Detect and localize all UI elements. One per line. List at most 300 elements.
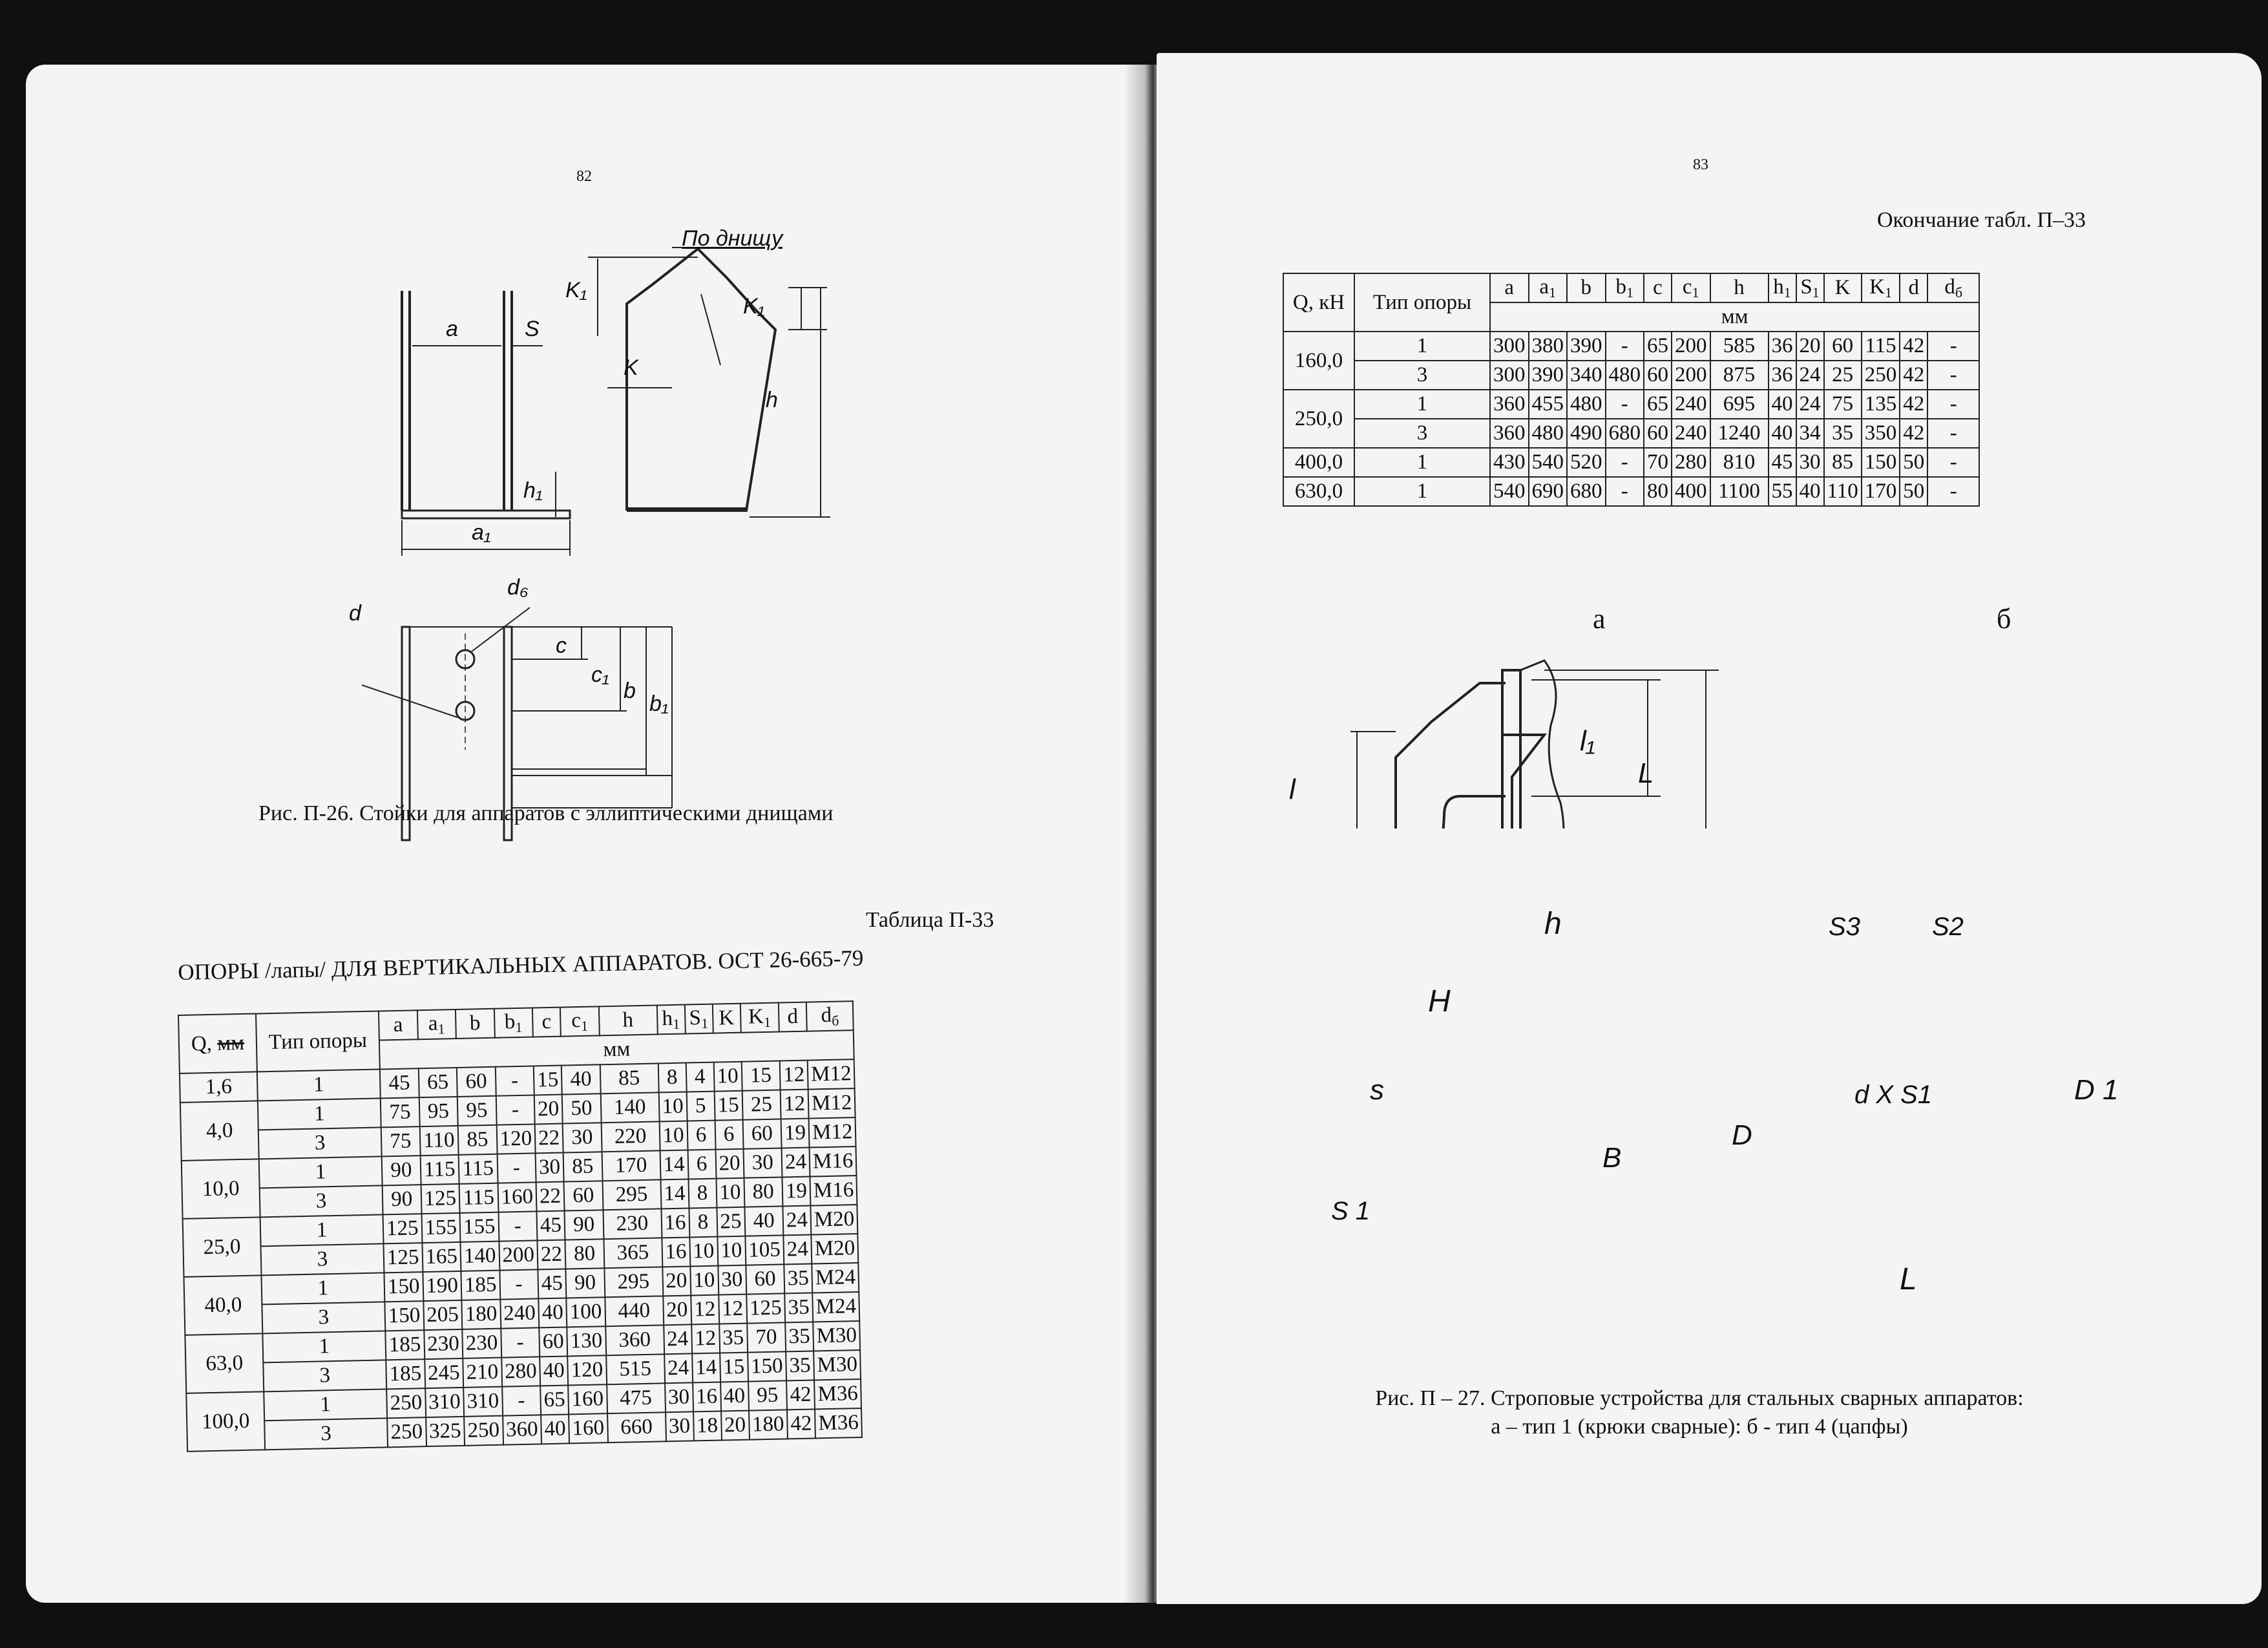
cell-value: 8 [688,1179,717,1209]
table-label-right: Окончание табл. П–33 [1877,208,2086,232]
cell-value: 240 [500,1298,539,1328]
cell-value: 40 [720,1382,749,1411]
cell-value: M36 [815,1408,862,1439]
unit-row: мм [1490,302,1979,332]
cell-value: M16 [810,1146,857,1177]
fig26-label-a: a [446,317,458,341]
col-header-base: b [504,1009,516,1033]
cell-value: - [499,1269,538,1299]
cell-value: 120 [567,1355,606,1385]
cell-value: 350 [1862,419,1900,448]
col-header-base: h [622,1008,634,1032]
cell-value: 42 [786,1380,815,1410]
col-header-sub: 1 [1812,284,1820,301]
cell-value: - [502,1386,541,1415]
col-header-base: b [1615,275,1626,299]
cell-value: 125 [421,1184,459,1214]
cell-value: 20 [721,1411,750,1441]
cell-value: 22 [536,1182,565,1212]
col-header-sub: б [831,1012,839,1029]
fig27-label-l1: l₁ [1580,725,1595,757]
cell-value: 70 [747,1322,786,1352]
cell-value: 4 [686,1062,714,1092]
cell-value: M20 [811,1234,858,1264]
cell-value: 42 [1900,332,1927,361]
col-header-base: a [1539,275,1549,299]
fig27-label-h: h [1544,907,1562,941]
cell-value: 24 [664,1353,693,1383]
cell-q: 1,6 [180,1072,258,1103]
cell-value: 20 [663,1295,691,1325]
cell-value: - [496,1095,534,1125]
col-header-base: c [541,1009,552,1034]
col-header-sub: б [1955,284,1963,301]
cell-value: 35 [786,1351,814,1381]
cell-value: 45 [380,1068,419,1098]
cell-value: 340 [1567,361,1606,390]
cell-q: 630,0 [1283,477,1354,506]
col-header-type: Тип опоры [1354,273,1490,332]
cell-value: 250 [464,1416,503,1446]
cell-q: 160,0 [1283,332,1354,390]
cell-type: 3 [1354,419,1490,448]
cell-value: - [1606,390,1644,419]
table-title-left: ОПОРЫ /лапы/ ДЛЯ ВЕРТИКАЛЬНЫХ АППАРАТОВ. ОСТ 26-665-79 [178,945,864,985]
cell-value: M30 [813,1321,860,1351]
cell-value: 24 [1796,390,1824,419]
cell-value: 20 [1796,332,1824,361]
cell-value: 15 [714,1091,742,1121]
cell-value: 6 [688,1150,716,1179]
cell-type: 1 [1354,390,1490,419]
col-header-base: c [1653,276,1663,299]
cell-value: M12 [808,1059,855,1090]
col-header-base: d [787,1004,799,1029]
cell-value: 310 [425,1388,464,1417]
cell-value: 5 [686,1092,715,1121]
cell-type: 1 [260,1214,384,1246]
col-header-sub: 1 [580,1017,589,1034]
figure-27-caption-line1: Рис. П – 27. Строповые устройства для стальных сварных аппаратов: [1375,1386,2024,1410]
fig26-label-c1: c₁ [591,662,609,687]
page-number-right: 83 [1693,156,1708,173]
cell-value: 185 [385,1330,424,1360]
cell-value: 430 [1490,448,1529,477]
cell-value: 160 [568,1384,607,1414]
fig27-label-B: B [1602,1142,1622,1174]
cell-value: 230 [603,1209,662,1239]
cell-value: 10 [690,1266,719,1296]
col-header-base: b [469,1011,481,1035]
fig26-label-d: d [349,601,361,626]
cell-value: 365 [604,1238,662,1268]
fig27-label-D1: D 1 [2074,1074,2119,1106]
fig27-label-L-b: L [1900,1262,1917,1296]
fig27-label-D: D [1732,1119,1752,1151]
cell-value: 160 [569,1413,607,1443]
cell-value: 875 [1710,361,1769,390]
cell-type: 1 [257,1069,381,1101]
cell-q: 400,0 [1283,448,1354,477]
cell-value: 85 [458,1125,497,1155]
col-header-base: c [1682,275,1692,299]
cell-value: 95 [419,1097,457,1126]
cell-value: 65 [540,1385,569,1415]
cell-value: 160 [498,1182,536,1212]
cell-value: 45 [538,1269,566,1299]
cell-type: 1 [1354,477,1490,506]
cell-value: 170 [602,1150,660,1181]
cell-value: 14 [692,1353,720,1383]
cell-q: 40,0 [184,1275,263,1335]
cell-value: 360 [605,1325,664,1355]
cell-value: 45 [536,1211,565,1241]
col-header-sub: 1 [1692,284,1699,301]
fig26-label-s: S [525,317,540,341]
col-header-base: S [1800,275,1812,299]
cell-value: 105 [745,1235,784,1265]
cell-value: 6 [715,1120,743,1150]
figure-26-caption: Рис. П-26. Стойки для аппаратов с эллиптическими днищами [258,801,834,825]
fig26-label-k1-right: K₁ [743,294,765,319]
col-header-q: Q, кН [1283,273,1354,332]
col-header-sub: 1 [700,1015,709,1031]
cell-value: 40 [744,1206,783,1236]
cell-type: 1 [258,1098,381,1130]
cell-type: 1 [259,1156,383,1188]
cell-value: 16 [662,1237,690,1267]
fig26-label-d6: d₆ [507,575,529,600]
cell-value: 200 [499,1240,538,1270]
cell-type: 1 [261,1273,384,1304]
col-header [598,1005,657,1035]
fig27-label-b: б [1997,603,2011,635]
cell-value: 10 [717,1236,746,1266]
cell-value: 125 [383,1243,422,1273]
col-header [532,1008,561,1037]
cell-value: 180 [749,1410,788,1439]
cell-value: 12 [780,1061,808,1090]
fig27-label-s1: S 1 [1331,1197,1370,1225]
cell-value: 19 [782,1177,810,1207]
page-number-left: 82 [576,168,592,185]
cell-value: 60 [1644,419,1672,448]
cell-value: 240 [1672,419,1710,448]
cell-value: M16 [810,1176,857,1206]
cell-value: 30 [718,1265,746,1295]
col-header-base: c [571,1008,582,1032]
cell-value: 245 [425,1358,463,1388]
cell-value: 90 [383,1185,421,1214]
col-header-base: a [1504,276,1515,299]
cell-value: 115 [1862,332,1900,361]
cell-value: 35 [719,1324,748,1353]
cell-value: 150 [384,1301,423,1331]
cell-value: 16 [693,1382,721,1412]
figure-26-drawing [26,65,1150,853]
cell-value: 80 [1644,477,1672,506]
cell-type: 3 [263,1360,386,1391]
cell-value: 50 [1900,448,1927,477]
cell-value: 16 [661,1209,689,1238]
cell-value: M30 [814,1350,861,1380]
cell-type: 3 [258,1127,382,1159]
cell-value: 660 [607,1412,666,1442]
col-header-base: K [748,1004,764,1029]
cell-value: 455 [1529,390,1568,419]
cell-value: 60 [1824,332,1862,361]
col-header [712,1004,740,1033]
cell-value: - [1606,448,1644,477]
cell-value: 155 [460,1212,499,1242]
cell-value: 490 [1567,419,1606,448]
cell-value: 8 [658,1063,686,1093]
cell-value: 95 [748,1380,787,1410]
cell-value: 35 [1824,419,1862,448]
fig27-label-S2: S2 [1932,913,1964,941]
cell-value: 40 [1796,477,1824,506]
cell-value: 12 [719,1294,747,1324]
cell-value: 295 [604,1267,663,1297]
cell-value: 10 [716,1178,744,1208]
cell-value: 115 [420,1155,459,1185]
cell-value: 515 [606,1354,665,1384]
cell-value: 18 [693,1411,722,1441]
cell-value: 60 [742,1119,781,1148]
cell-type: 1 [1354,448,1490,477]
cell-value: - [501,1327,540,1357]
cell-value: 15 [741,1061,780,1091]
cell-value: 210 [463,1358,501,1388]
cell-value: 30 [1796,448,1824,477]
cell-value: 90 [565,1268,604,1298]
cell-value: 140 [460,1241,499,1271]
cell-value: 20 [534,1095,563,1125]
col-header-base: S [689,1006,702,1030]
cell-value: 810 [1710,448,1769,477]
cell-value: 390 [1529,361,1568,390]
cell-value: M24 [812,1292,859,1322]
cell-value: 35 [785,1322,814,1352]
q-header-struck: мм [216,1031,245,1055]
col-header-base: d [821,1003,832,1027]
cell-value: 300 [1490,361,1529,390]
cell-value: 10 [658,1092,687,1122]
cell-q: 63,0 [185,1333,264,1393]
fig27-label-L-a: L [1638,757,1654,789]
cell-value: 50 [562,1093,601,1123]
cell-value: 36 [1769,332,1796,361]
fig26-label-a1: a₁ [472,520,491,545]
cell-value: 80 [744,1177,782,1207]
cell-value: 14 [660,1150,688,1180]
cell-value: 680 [1567,477,1606,506]
cell-value: 1100 [1710,477,1769,506]
cell-value: 40 [541,1414,569,1444]
col-header [417,1009,456,1039]
cell-value: - [1927,332,1979,361]
col-header [684,1004,713,1034]
col-header-base: d [1944,275,1955,299]
cell-value: 240 [1672,390,1710,419]
cell-value: 42 [787,1409,815,1439]
figure-27-caption [1299,1384,2100,1441]
cell-value: 75 [381,1097,419,1127]
cell-value: 35 [784,1293,813,1323]
cell-type: 3 [262,1302,385,1333]
figure-27-drawing [1157,53,2262,829]
cell-value: 110 [419,1126,458,1156]
cell-value: M36 [814,1379,861,1410]
cell-value: 80 [565,1239,604,1269]
cell-value: 30 [536,1153,564,1183]
cell-value: 130 [567,1326,605,1356]
fig27-label-H: H [1428,984,1451,1019]
cell-q: 10,0 [182,1159,260,1218]
cell-value: 24 [664,1324,692,1354]
cell-value: - [495,1066,534,1095]
cell-value: 125 [746,1293,785,1323]
cell-q: 100,0 [186,1391,265,1451]
cell-value: 25 [717,1207,745,1237]
cell-value: 22 [537,1240,565,1270]
cell-value: 180 [461,1300,500,1329]
cell-value: 295 [602,1179,661,1210]
cell-type: 3 [264,1418,388,1450]
cell-value: 90 [564,1210,603,1240]
cell-value: 155 [421,1213,460,1243]
fig26-po-dnishu: По днищу [682,226,783,251]
cell-value: 75 [381,1126,420,1156]
cell-value: 60 [457,1067,496,1097]
col-header-sub: 1 [437,1020,445,1037]
cell-value: 10 [659,1121,688,1151]
fig26-label-b: b [624,679,636,703]
col-header-base: h [1773,275,1784,299]
cell-value: 115 [459,1183,498,1213]
cell-value: 690 [1529,477,1568,506]
cell-value: 325 [426,1417,465,1446]
cell-value: 135 [1862,390,1900,419]
cell-value: M20 [810,1205,857,1235]
fig26-label-k1-left: K₁ [565,278,587,302]
fig26-label-k: K [624,355,638,380]
cell-value: 6 [687,1121,715,1150]
cell-value: 380 [1529,332,1568,361]
q-header: Q, [191,1031,218,1056]
col-header [494,1008,532,1038]
figure-27-caption-line2: а – тип 1 (крюки сварные): б - тип 4 (цапфы) [1491,1415,1908,1439]
cell-value: 480 [1529,419,1568,448]
col-header [806,1001,854,1031]
col-header-base: h [1734,276,1745,299]
cell-value: - [1927,390,1979,419]
cell-value: 360 [503,1415,541,1444]
col-header-sub: 1 [1783,284,1791,301]
cell-value: 20 [662,1266,691,1296]
cell-value: 25 [1824,361,1862,390]
cell-value: 15 [720,1353,748,1382]
cell-value: 30 [666,1411,694,1441]
cell-value: - [1606,332,1644,361]
cell-value: 34 [1796,419,1824,448]
col-header-sub: 1 [1884,284,1892,301]
cell-type: 1 [262,1331,386,1362]
cell-value: 230 [462,1329,501,1358]
cell-value: 360 [1490,390,1529,419]
col-header-base: h [662,1006,673,1030]
cell-value: 100 [566,1297,605,1327]
cell-value: 280 [501,1357,540,1386]
cell-value: 520 [1567,448,1606,477]
cell-value: 480 [1567,390,1606,419]
cell-value: 185 [386,1359,425,1389]
col-header-base: K [1869,275,1885,299]
cell-value: - [1606,477,1644,506]
cell-value: 40 [538,1298,567,1328]
cell-value: 10 [689,1237,718,1267]
col-header-sub: 1 [672,1015,680,1032]
left-page [26,65,1150,1603]
cell-value: 30 [665,1382,693,1412]
cell-value: 250 [386,1388,425,1418]
cell-value: 680 [1606,419,1644,448]
cell-type: 3 [260,1185,383,1217]
cell-value: 230 [424,1329,463,1359]
cell-value: 40 [1769,390,1796,419]
fig26-label-c: c [556,633,567,658]
cell-value: 42 [1900,361,1927,390]
unit-row: мм [379,1030,854,1069]
fig27-label-l: l [1289,774,1296,805]
col-header-type: Тип опоры [256,1011,380,1072]
cell-value: - [1927,477,1979,506]
fig26-label-h: h [766,388,778,412]
cell-value: M24 [812,1263,859,1293]
cell-value: 60 [1644,361,1672,390]
cell-value: 19 [781,1119,810,1148]
cell-value: 205 [423,1300,462,1330]
cell-value: 585 [1710,332,1769,361]
col-header-base: K [1834,276,1851,299]
cell-value: 90 [382,1156,421,1185]
cell-value: 150 [748,1351,786,1381]
col-header-base: b [1580,276,1591,299]
col-header [656,1005,685,1035]
col-header [456,1009,494,1039]
cell-value: - [1927,448,1979,477]
fig27-label-S3: S3 [1829,913,1860,941]
cell-value: 65 [1644,332,1672,361]
cell-value: 60 [539,1327,567,1357]
cell-type: 1 [264,1389,387,1421]
cell-type: 3 [261,1243,384,1275]
cell-value: 280 [1672,448,1710,477]
cell-value: 1240 [1710,419,1769,448]
col-header-sub: 1 [763,1013,772,1030]
cell-value: 40 [562,1064,600,1094]
cell-value: 475 [607,1383,666,1413]
cell-value: 42 [1900,419,1927,448]
cell-value: 480 [1606,361,1644,390]
cell-value: - [498,1211,537,1241]
cell-value: 250 [1862,361,1900,390]
cell-value: 85 [600,1063,658,1093]
cell-value: 170 [1862,477,1900,506]
cell-value: 40 [540,1356,568,1386]
supports-table [178,1000,863,1452]
cell-value: 200 [1672,361,1710,390]
